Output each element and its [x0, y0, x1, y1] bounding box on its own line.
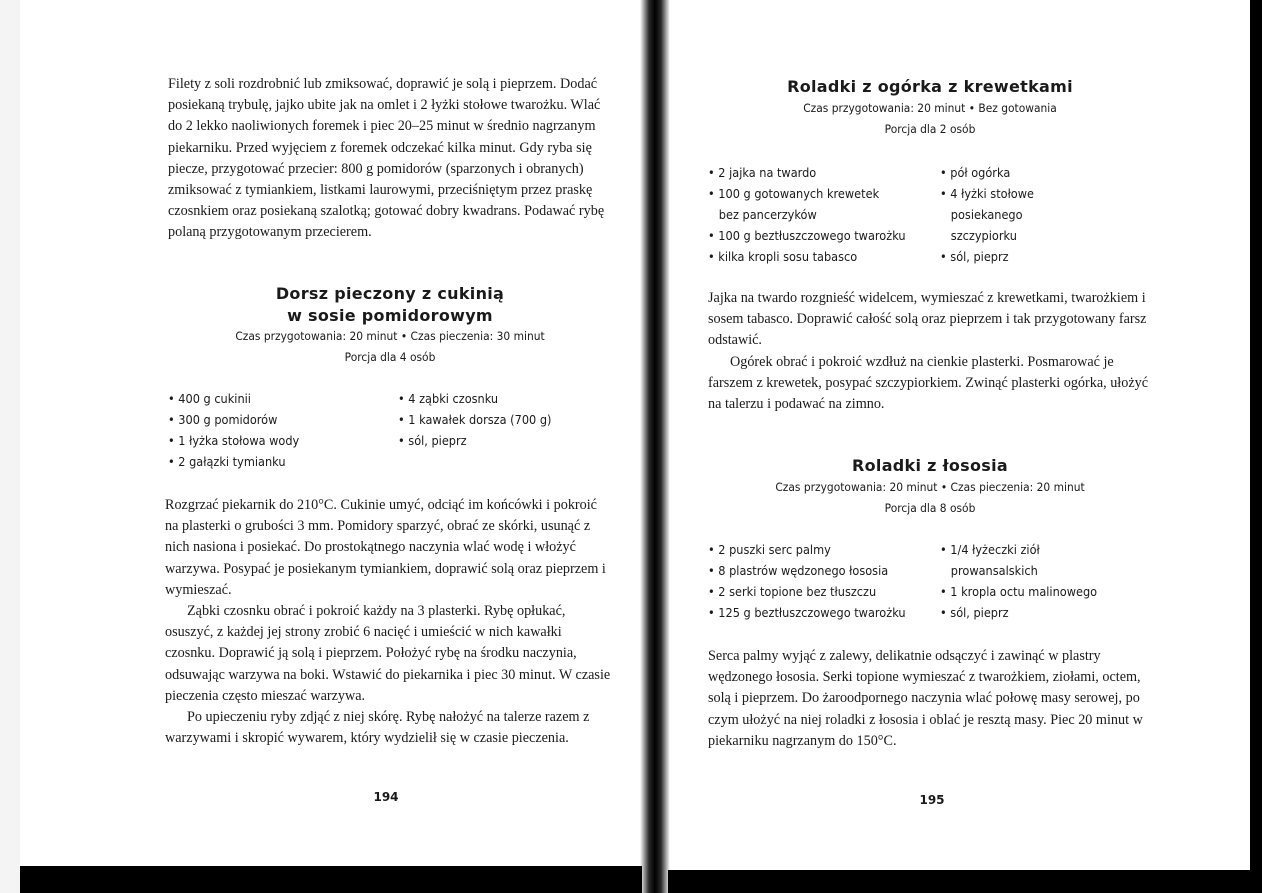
- ingredient-item: • 2 jajka na twardo: [708, 165, 817, 180]
- recipe-meta-losos: [709, 477, 1151, 519]
- ingredient-item: • 400 g cukinii: [168, 391, 251, 406]
- ingredient-item: • 8 plastrów wędzonego łososia: [708, 563, 889, 578]
- ingredients-list-left: [708, 162, 906, 267]
- intro-text: Filety z soli rozdrobnić lub zmiksować, doprawić je solą i pieprzem. Dodać posiekaną trybulę, jajko ubite jak na omlet i 2 łyżki stołowe twarożku. Wlać do 2 lekko naoliwionych foremek i piec 20–25 minut w średnio nagrzanym piekarniku. Przed wyjęciem z foremek odczekać kilka minut. Gdy ryba się piecze, przygotować przecier: 800 g pomidorów (sparzonych i obranych) zmiksować z tymiankiem, listkami laurowymi, przeciśniętym przez praskę czosnkiem oraz posiekaną szalotką; gotować dobry kwadrans. Podawać rybę polaną przygotowanym przecierem.: [168, 76, 605, 241]
- method-paragraph: Jajka na twardo rozgnieść widelcem, wymieszać z krewetkami, twarożkiem i sosem tabasco. Doprawić całość solą oraz pieprzem i tak przygotowany farsz odstawić.: [708, 290, 1147, 349]
- scan-shadow-bottom-right: [668, 870, 1262, 893]
- scan-edge-right: [1250, 0, 1262, 893]
- ingredients-list-right: [940, 539, 1097, 623]
- ingredients-list-left: [168, 388, 299, 472]
- ingredient-item: • sól, pieprz: [940, 249, 1009, 264]
- recipe-time: Czas przygotowania: 20 minut • Bez gotowania: [803, 101, 1057, 115]
- method-paragraph: Rozgrzać piekarnik do 210°C. Cukinie umyć, odciąć im końcówki i pokroić na plasterki o grubości 3 mm. Pomidory sparzyć, obrać ze skórki, usunąć z nich nasiona i posiekać. Do prostokątnego naczynia wlać wodę i włożyć warzywa. Posypać je posiekanym tymiankiem, doprawić solą oraz pieprzem i wymieszać.: [165, 497, 606, 598]
- ingredient-item: • 1 kawałek dorsza (700 g): [398, 412, 552, 427]
- recipe-servings: Porcja dla 8 osób: [884, 501, 976, 515]
- recipe-time: Czas przygotowania: 20 minut • Czas pieczenia: 20 minut: [775, 480, 1085, 494]
- recipe-title-line2: w sosie pomidorowym: [287, 306, 493, 325]
- recipe-method-dorsz: [165, 495, 613, 749]
- method-paragraph: Serca palmy wyjąć z zalewy, delikatnie odsączyć i zawinąć w plastry wędzonego łososia. Serki topione wymieszać z twarożkiem, ziołami, octem, solą i pieprzem. Do żaroodpornego naczynia wlać połowę masy serowej, po czym ułożyć na niej roladki z łososia i oblać je resztą masy. Piec 20 minut w piekarniku nagrzanym do 150°C.: [708, 648, 1143, 749]
- ingredient-item: • 1 łyżka stołowa wody: [168, 433, 300, 448]
- ingredient-item: • 2 puszki serc palmy: [708, 542, 831, 557]
- ingredient-item: • sól, pieprz: [940, 605, 1009, 620]
- recipe-title-losos: Roladki z łososia: [852, 456, 1008, 475]
- recipe-method-losos: [708, 646, 1158, 752]
- ingredient-item: • pół ogórka: [940, 165, 1011, 180]
- recipe-method-ogorek: [708, 288, 1158, 415]
- intro-paragraph: [168, 74, 614, 244]
- recipe-time: Czas przygotowania: 20 minut • Czas pieczenia: 30 minut: [235, 329, 545, 343]
- ingredient-item: • kilka kropli sosu tabasco: [708, 249, 858, 264]
- ingredients-list-left: [708, 539, 906, 623]
- ingredient-item: • 300 g pomidorów: [168, 412, 278, 427]
- page-number-right: 195: [919, 793, 945, 807]
- ingredient-item: • 1 kropla octu malinowego: [940, 584, 1098, 599]
- ingredient-item: • 1/4 łyżeczki ziół: [940, 542, 1040, 557]
- ingredient-item: • 2 serki topione bez tłuszczu: [708, 584, 877, 599]
- recipe-meta-dorsz: [169, 326, 611, 368]
- ingredient-item: • 125 g beztłuszczowego twarożku: [708, 605, 906, 620]
- ingredient-item: • 4 ząbki czosnku: [398, 391, 499, 406]
- ingredient-item: posiekanego: [950, 207, 1023, 222]
- ingredients-list-right: [940, 162, 1034, 267]
- recipe-title-dorsz: [190, 283, 590, 327]
- ingredient-item: bez pancerzyków: [718, 207, 817, 222]
- ingredient-item: • 4 łyżki stołowe: [940, 186, 1034, 201]
- method-paragraph: Po upieczeniu ryby zdjąć z niej skórę. Rybę nałożyć na talerze razem z warzywami i skropić wywarem, który wydzielił się w czasie pieczenia.: [165, 709, 590, 747]
- recipe-title-line1: Dorsz pieczony z cukinią: [275, 284, 505, 303]
- ingredient-item: • sól, pieprz: [398, 433, 467, 448]
- ingredients-list-right: [398, 388, 551, 451]
- ingredient-item: prowansalskich: [950, 563, 1038, 578]
- ingredient-item: • 2 gałązki tymianku: [168, 454, 286, 469]
- page-number-left: 194: [373, 790, 399, 804]
- recipe-servings: Porcja dla 4 osób: [344, 350, 436, 364]
- recipe-servings: Porcja dla 2 osób: [884, 122, 976, 136]
- ingredient-item: szczypiorku: [950, 228, 1017, 243]
- method-paragraph: Ząbki czosnku obrać i pokroić każdy na 3 plasterki. Rybę opłukać, osuszyć, z każdej jej strony zrobić 6 nacięć i umieścić w nich kawałki czosnku. Doprawić ją solą i pieprzem. Położyć rybę na środku naczynia, odsuwając warzywa na boki. Wstawić do piekarnika i piec 30 minut. W czasie pieczenia często mieszać warzywa.: [165, 603, 611, 704]
- recipe-meta-ogorek: [709, 98, 1151, 140]
- book-spine: [640, 0, 670, 893]
- ingredient-item: • 100 g beztłuszczowego twarożku: [708, 228, 906, 243]
- scan-edge-left: [0, 0, 20, 893]
- method-paragraph: Ogórek obrać i pokroić wzdłuż na cienkie plasterki. Posmarować je farszem z krewetek, posypać szczypiorkiem. Zwinąć plasterki ogórka, ułożyć na talerzu i podawać na zimno.: [708, 353, 1149, 413]
- ingredient-item: • 100 g gotowanych krewetek: [708, 186, 880, 201]
- recipe-title-ogorek: Roladki z ogórka z krewetkami: [787, 77, 1073, 96]
- scan-shadow-bottom-left: [20, 866, 642, 893]
